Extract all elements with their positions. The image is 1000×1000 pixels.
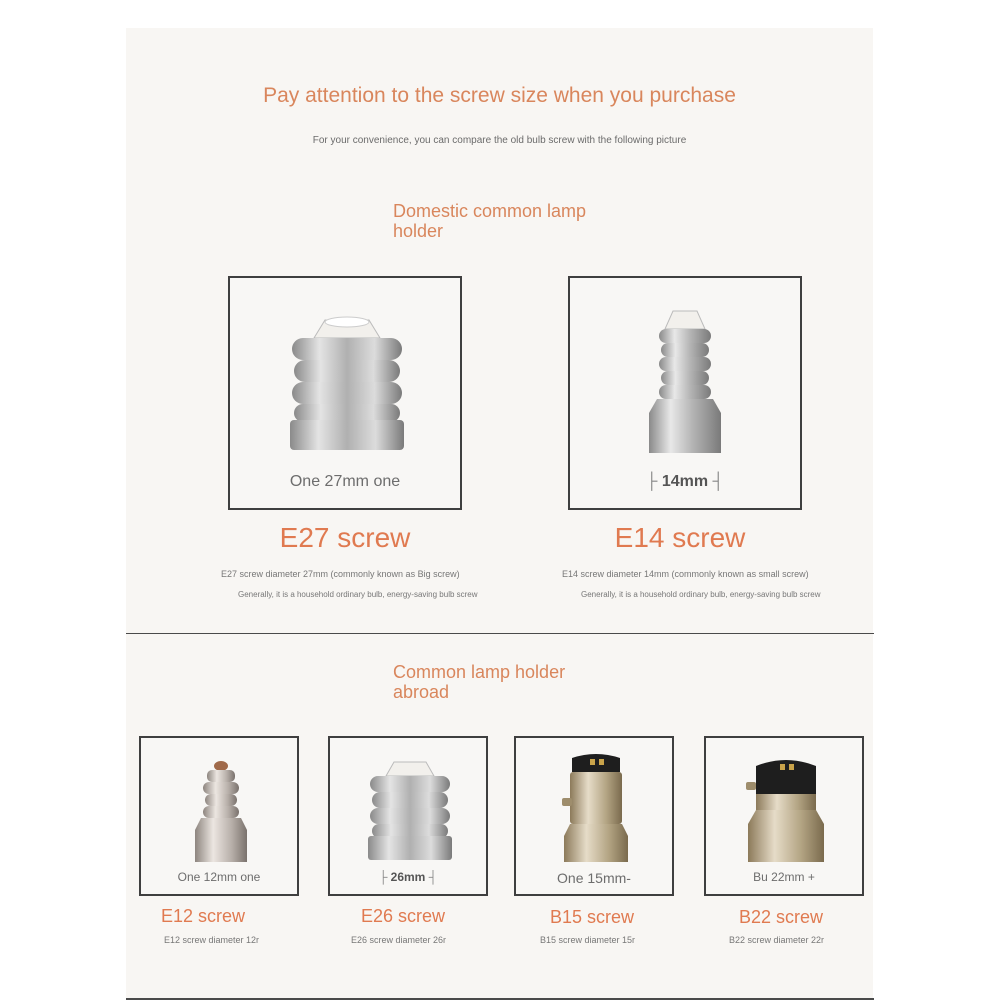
b15-desc: B15 screw diameter 15r: [540, 935, 636, 945]
b15-label: B15 screw: [549, 907, 635, 927]
domestic-heading-line1: Domestic common lamp: [393, 201, 587, 221]
e12-caption: One 12mm one: [177, 870, 261, 884]
b22-bayonet-icon: [744, 758, 828, 868]
e27-image-box: [228, 276, 462, 510]
abroad-heading-line1: Common lamp holder: [393, 662, 566, 682]
e26-desc: E26 screw diameter 26r: [351, 935, 447, 945]
e12-desc: E12 screw diameter 12r: [164, 935, 260, 945]
b22-label: B22 screw: [738, 907, 824, 927]
e27-caption: One 27mm one: [289, 473, 401, 490]
e27-screw-icon: [280, 308, 414, 458]
domestic-heading: [393, 201, 586, 241]
abroad-heading-line2: abroad: [393, 682, 450, 702]
e14-caption: ├ 14mm ┤: [646, 473, 724, 490]
e14-desc-1: E14 screw diameter 14mm (commonly known as small screw): [562, 569, 809, 579]
b22-caption: Bu 22mm +: [753, 870, 815, 884]
e14-image-box: [568, 276, 802, 510]
b22-desc: B22 screw diameter 22r: [729, 935, 825, 945]
dimension-left-marker-icon: ├: [378, 870, 391, 884]
b15-image-box: [514, 736, 674, 896]
e14-desc-2: Generally, it is a household ordinary bulb, energy-saving bulb screw: [581, 590, 821, 599]
dimension-right-marker-icon: ┤: [708, 473, 724, 490]
page-title: Pay attention to the screw size when you purchase: [263, 84, 736, 107]
domestic-heading-line2: holder: [393, 221, 444, 241]
e26-caption: ├ 26mm ┤: [378, 870, 438, 884]
top-band: [126, 0, 873, 28]
abroad-heading: [393, 662, 565, 702]
e12-label: E12 screw: [160, 906, 246, 926]
b15-caption: One 15mm-: [557, 870, 631, 886]
b22-image-box: [704, 736, 864, 896]
page-subtitle: For your convenience, you can compare the old bulb screw with the following picture: [312, 135, 687, 146]
e27-label: E27 screw: [279, 522, 411, 553]
dimension-left-marker-icon: ├: [646, 473, 662, 490]
e27-desc-1: E27 screw diameter 27mm (commonly known as Big screw): [221, 569, 460, 579]
e12-screw-icon: [181, 758, 261, 868]
e26-label: E26 screw: [360, 906, 446, 926]
b15-bayonet-icon: [556, 754, 636, 866]
e26-screw-icon: [362, 756, 458, 866]
e14-screw-icon: [635, 303, 735, 463]
e27-desc-2: Generally, it is a household ordinary bulb, energy-saving bulb screw: [238, 590, 478, 599]
e14-label: E14 screw: [614, 522, 746, 553]
dimension-right-marker-icon: ┤: [425, 870, 438, 884]
section-divider: [126, 633, 874, 634]
e12-image-box: [139, 736, 299, 896]
e26-image-box: [328, 736, 488, 896]
